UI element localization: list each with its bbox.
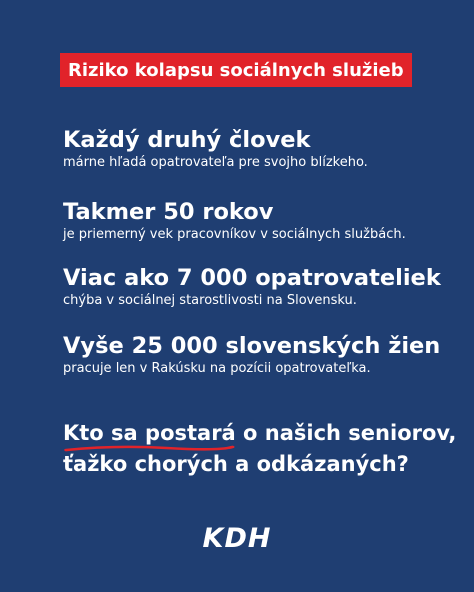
stat-headline: Každý druhý človek [63,127,311,153]
stat-block-4 [63,332,440,378]
title-banner [60,53,412,87]
stat-detail: márne hľadá opatrovateľa pre svojho blízkeho. [63,155,368,170]
logo-text: KDH [202,523,272,554]
stat-detail: chýba v sociálnej starostlivosti na Slovensku. [63,293,357,308]
stat-headline: Viac ako 7 000 opatrovateliek [63,265,441,291]
question-highlight [63,418,236,449]
question-line-1 [63,418,456,449]
stat-detail: pracuje len v Rakúsku na pozícii opatrovateľka. [63,361,371,376]
question-line-1-rest: o našich seniorov, [235,421,457,445]
question-highlight-text: Kto sa postará [63,421,236,445]
stat-block-3 [63,264,441,310]
stat-headline: Vyše 25 000 slovenských žien [63,333,441,359]
red-underline-decoration [63,443,236,453]
question-line-2: ťažko chorých a odkázaných? [63,452,409,476]
stat-headline: Takmer 50 rokov [63,199,274,225]
stat-detail: je priemerný vek pracovníkov v sociálnych službách. [63,227,406,242]
stat-block-2 [63,198,406,244]
kdh-logo [0,523,474,554]
banner-title: Riziko kolapsu sociálnych služieb [68,59,404,81]
closing-question [63,418,456,480]
stat-block-1 [63,126,368,172]
